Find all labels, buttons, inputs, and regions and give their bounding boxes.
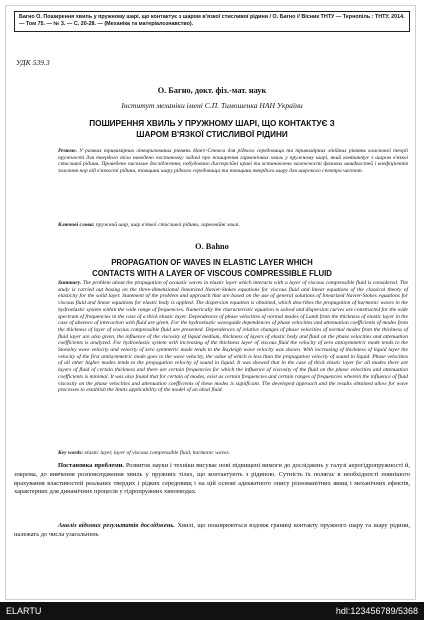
body-paragraph-problem — [14, 462, 410, 497]
title-en-line1: PROPAGATION OF WAVES IN ELASTIC LAYER WHICH — [111, 258, 313, 267]
keywords-en-text: elastic layer, layer of viscous compressible fluid, harmonic waves. — [84, 450, 230, 456]
abstract-ua-label: Резюме. — [58, 148, 78, 154]
title-ua-line2: ШАРОМ В'ЯЗКОЇ СТИСЛИВОЇ РІДИНИ — [136, 130, 288, 139]
keywords-en-label: Key words: — [58, 450, 84, 456]
keywords-ua-text: пружний шар, шар в'язкої стисливої рідини, гармонійні хвилі. — [95, 222, 240, 228]
title-en — [14, 257, 410, 279]
footer-repository-name: ELARTU — [6, 606, 42, 616]
author-en: O. Bahno — [195, 242, 229, 251]
title-ua-line1: ПОШИРЕННЯ ХВИЛЬ У ПРУЖНОМУ ШАРІ, ЩО КОНТАКТУЄ З — [89, 119, 335, 128]
footer-bar — [0, 602, 424, 620]
body-paragraph-analysis — [14, 522, 410, 540]
udk-code: УДК 539.3 — [16, 58, 50, 67]
problem-label: Постановка проблеми. — [58, 462, 124, 469]
footer-handle[interactable]: hdl:123456789/5368 — [335, 606, 418, 616]
abstract-ua — [58, 148, 408, 175]
analysis-label: Аналіз відомих результатів досліджень. — [58, 522, 175, 529]
title-ua — [14, 118, 410, 140]
citation-box: Багно О. Поширення хвиль у пружному шарі, що контактує з шаром в'язкої стисливої рідини / О. Багно // Вісник ТНТУ — Тернопіль : ТНТУ, 2014. — Том 75. — № 3. — С. 20-28. — (Механіка та матеріалознавство). — [14, 11, 410, 32]
analysis-text: Хвилі, що поширюються вздовж границі контакту пружного шару та шару рідини, належать до числа узагальнень — [14, 522, 411, 538]
title-en-line2: CONTACTS WITH A LAYER OF VISCOUS COMPRESSIBLE FLUID — [92, 269, 332, 278]
institute-ua: Інститут механіки імені С.П. Тимошенка НАН України — [121, 101, 303, 110]
keywords-ua — [58, 222, 408, 229]
abstract-ua-text: У рамках тривимірних лінеаризованих рівнянь Нав'є-Стокса для рідкого середовища та тривимірних лінійних рівнянь класичної теорії пружності для твердого тіла наведено постановку задачі про поширення гармонічних хвиль у пружному шарі, який контактує з шаром в'язкої стисливої рідини. Проведено чисельне дослідження, побудовано дисперсійні криві та встановлено залежності фазових швидкостей і коефіцієнтів згасання нор від в'язкості рідини, товщини шару рідкого середовища та товщини твердого шару для широкого спектра частот. — [58, 148, 408, 175]
keywords-ua-label: Ключові слова: — [58, 222, 95, 228]
keywords-en — [58, 450, 408, 457]
abstract-en — [58, 280, 408, 394]
problem-text: Розвиток науки і техніки висуває нові підвищені вимоги до досліджень у галузі аерогідропружності й, зокрема, до вивчення розповсюдження хвиль у пружних тілах, що контактують з рідиною. Сутність їх полягає в необхідності повнішого врахування властивостей реальних твердих і рідких середовищ і на цій основі адекватного опису різноманітних явищ і механічних ефектів, характерних для динамічних процесів у гідропружних хвилеводах. — [14, 462, 410, 496]
abstract-en-text: The problem about the propagation of acoustic waves in elastic layer which interacts with a layer of viscous compressible fluid is considered. The study is carried out basing on the three-dimensional linearized Navier-Stokes equations for viscous fluid and linear equations of the classical theory of elasticity for the solid layer. Statement of the problem and approach that are based on the use of general solutions of linearized Navier-Stokes equations for viscous fluid and linear equations for elastic body is applied. The dispersion equation is obtained, which describes the propagation of harmonic waves in the hydroelastic system within the wide range of frequencies. Numerically the characteristic equation is solved and dispersion curves are constructed for the wide spectrum of frequencies in the case of a thick elastic layer. Dependences of phase velocities of normal modes of Lamb from the thickness of elastic layer in the case of absence of interaction with fluid are given. For the hydroelastic waveguide dependences of phase velocities and attenuation coefficients of modes from the thickness of layer of viscous compressible fluid are presented. Dependences of relative changes of phase velocities of normal modes from the thickness of fluid layer are also given, the influence of the viscosity of liquid medium, thickness of layers of elastic body and fluid on the phase velocities and attenuation coefficients is analyzed. For hydroelastic system with increasing of the thickness layer of viscous fluid the velocity of zero antisymmetric mode tends to the Stoneley wave velocity and velocity of zero symmetric mode tends to the Rayleigh wave velocity was shown. With increasing of thickness of liquid layer the velocity of the first antisymmetric mode goes to the wave velocity, the value of which is less than the propagation velocity of sound in liquid. Phase velocities of all other higher modes tends to the propagation velocity of sound in liquid. It was showed that in the case of thick elastic layer for all modes there are layers of fluid of certain thickness and there are certain frequencies for which the influence of viscosity of the fluid on the phase velocities and attenuation coefficients is minimal. It was also found that for certain of modes, exist as certain frequencies and certain ranges of frequencies wherein the influence of fluid viscosity on the phase velocities and attenuation coefficients of these modes is significant. The developed approach and the results obtained allow for wave processes to establish the limits applicability of the model of an ideal fluid. — [58, 280, 409, 394]
author-ua: О. Багно, докт. фіз.-мат. наук — [157, 86, 267, 95]
abstract-en-label: Summary. — [58, 280, 82, 286]
